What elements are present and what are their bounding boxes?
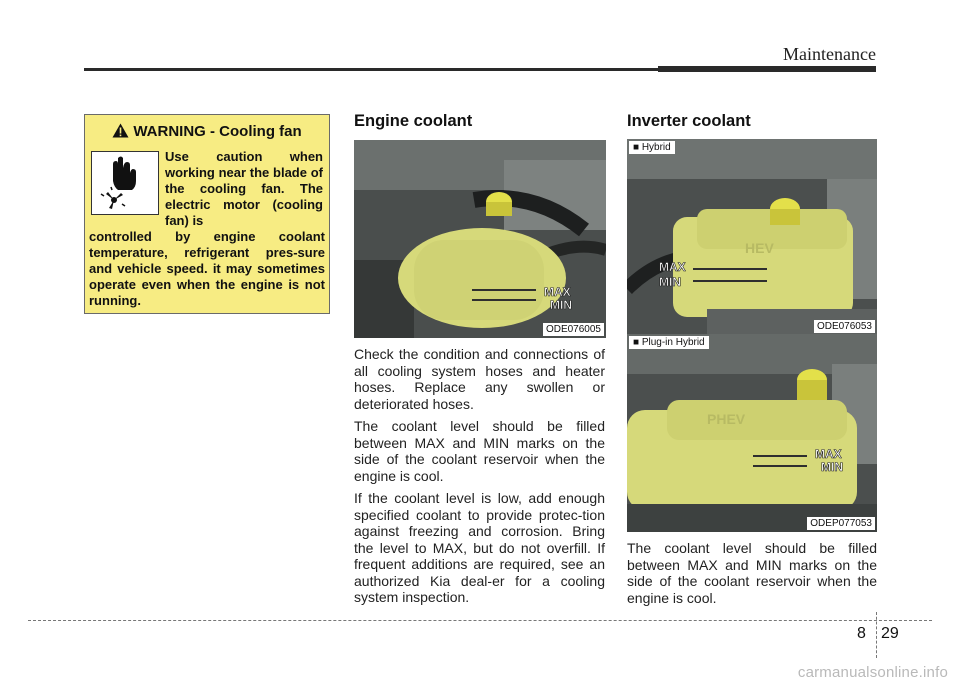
warning-text-right: Use caution when working near the blade of the cooling fan. The electric motor (cooling fan) is — [165, 149, 323, 228]
inverter-coolant-title: Inverter coolant — [627, 112, 751, 130]
footer-dashed-rule — [28, 620, 932, 621]
warning-subtitle: - Cooling fan — [205, 123, 302, 140]
engine-max-mark: MAX — [544, 285, 571, 299]
plugin-max-mark: MAX — [815, 447, 842, 461]
plugin-photo-code: ODEP077053 — [807, 517, 875, 530]
plugin-tag: ■ Plug-in Hybrid — [629, 336, 709, 349]
page-chapter-number: 8 — [857, 625, 866, 642]
hybrid-min-mark: MIN — [659, 275, 681, 289]
engine-photo-code: ODE076005 — [543, 323, 604, 336]
engine-paragraph-3: If the coolant level is low, add enough specified coolant to provide protec-tion against freezing and corrosion. Bring the level to MAX, but do not overfill. If frequent additions are required, see an authorized Kia deal-er for a cooling system inspection. — [354, 490, 605, 605]
page-number: 29 — [881, 625, 899, 642]
warning-header — [85, 123, 329, 142]
warning-text-full: controlled by engine coolant temperature, refrigerant pres-sure and vehicle speed. it may sometimes operate even when the engine is not running. — [89, 229, 325, 308]
warning-box — [84, 114, 330, 314]
header-section-title: Maintenance — [783, 44, 876, 64]
warning-triangle-icon — [112, 123, 129, 142]
hybrid-tag: ■ Hybrid — [629, 141, 675, 154]
plugin-min-mark: MIN — [821, 460, 843, 474]
footer-vertical-rule — [876, 612, 877, 658]
engine-coolant-photo — [354, 140, 606, 338]
inverter-coolant-body — [627, 540, 877, 612]
inverter-paragraph: The coolant level should be filled between MAX and MIN marks on the side of the coolant reservoir when the engine is cool. — [627, 540, 877, 606]
hybrid-max-mark: MAX — [659, 260, 686, 274]
engine-paragraph-2: The coolant level should be filled between MAX and MIN marks on the side of the coolant reservoir when the engine is cool. — [354, 418, 605, 484]
hybrid-photo — [627, 139, 877, 335]
plugin-emblem: PHEV — [707, 411, 746, 427]
warning-label: WARNING — [133, 123, 206, 140]
hybrid-emblem: HEV — [745, 240, 774, 256]
header-rule-accent — [658, 66, 876, 72]
hybrid-photo-code: ODE076053 — [814, 320, 875, 333]
watermark: carmanualsonline.info — [797, 664, 948, 681]
engine-paragraph-1: Check the condition and connections of all cooling system hoses and heater hoses. Replace any swollen or deteriorated hoses. — [354, 346, 605, 412]
engine-min-mark: MIN — [550, 298, 572, 312]
hand-stop-icon — [113, 157, 136, 191]
fan-blade-icon — [101, 187, 125, 209]
engine-coolant-title: Engine coolant — [354, 112, 473, 130]
engine-coolant-body — [354, 346, 605, 612]
warning-pictogram — [91, 151, 159, 215]
plugin-hybrid-photo — [627, 334, 877, 532]
